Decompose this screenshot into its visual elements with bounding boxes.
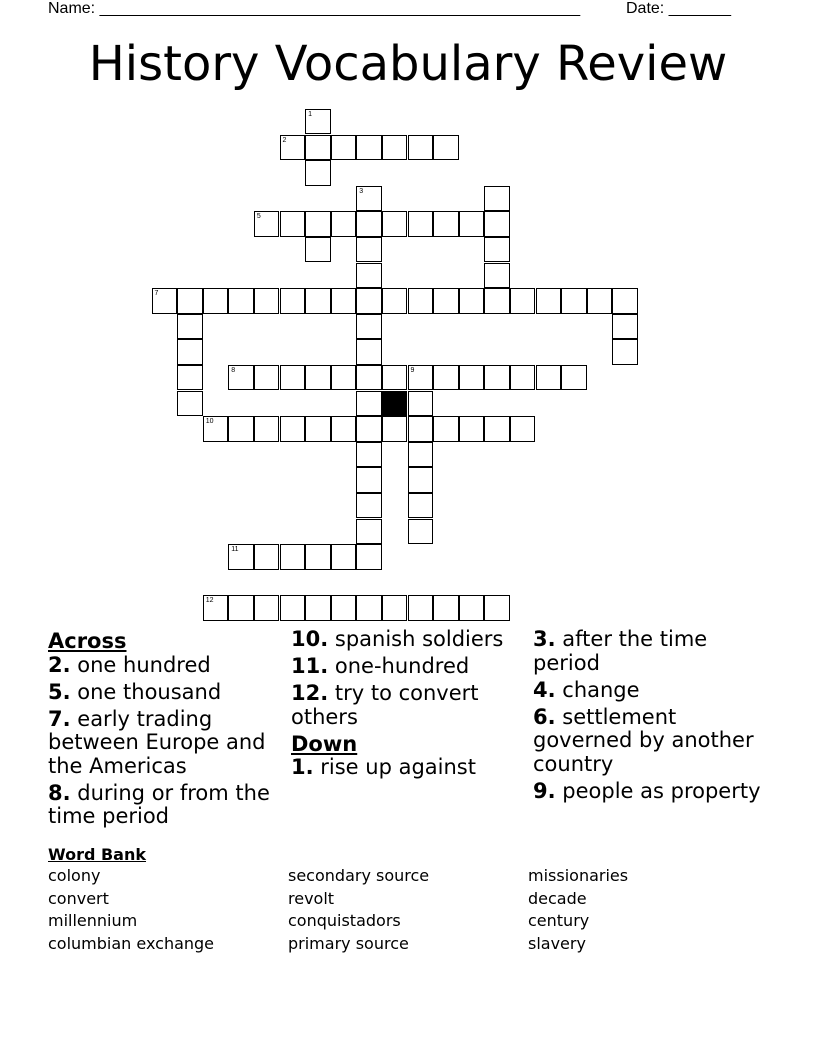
crossword-cell[interactable]: [408, 493, 434, 519]
crossword-cell[interactable]: [356, 391, 382, 417]
crossword-cell[interactable]: [305, 416, 331, 442]
clue-number: 6.: [533, 704, 556, 729]
crossword-cell[interactable]: [433, 365, 459, 391]
word-bank-item: secondary source: [288, 866, 430, 885]
crossword-cell[interactable]: [459, 211, 485, 237]
crossword-cell[interactable]: [408, 211, 434, 237]
crossword-cell[interactable]: [254, 365, 280, 391]
clue-number: 9.: [533, 778, 556, 803]
page-title: History Vocabulary Review: [88, 36, 728, 92]
crossword-cell[interactable]: [254, 595, 280, 621]
clue-text: one thousand: [70, 679, 222, 704]
crossword-cell[interactable]: [433, 416, 459, 442]
crossword-cell[interactable]: [331, 211, 357, 237]
across-clue: [48, 782, 274, 829]
crossword-cell[interactable]: [612, 339, 638, 365]
down-clue: [533, 628, 769, 675]
blocked-cell: [382, 391, 408, 417]
crossword-cell[interactable]: [305, 237, 331, 263]
cell-number: 1: [308, 110, 312, 118]
crossword-cell[interactable]: [254, 288, 280, 314]
crossword-cell[interactable]: [356, 519, 382, 545]
crossword-cell[interactable]: [356, 442, 382, 468]
name-field[interactable]: Name: ______________________________________________________: [48, 0, 581, 17]
crossword-cell[interactable]: [331, 288, 357, 314]
cell-number: 8: [231, 366, 236, 374]
clue-number: 5.: [48, 679, 71, 704]
cell-number: 11: [231, 546, 239, 554]
crossword-cell[interactable]: [356, 314, 382, 340]
cell-number: 2: [282, 136, 287, 144]
crossword-cell[interactable]: [305, 365, 331, 391]
clue-text: people as property: [555, 778, 761, 803]
word-bank-item: primary source: [288, 933, 409, 953]
crossword-cell[interactable]: [484, 237, 510, 263]
word-bank-item: decade: [528, 888, 587, 908]
crossword-cell[interactable]: [484, 288, 510, 314]
crossword-cell[interactable]: [510, 365, 536, 391]
clue-text: change: [555, 677, 640, 702]
word-bank-item: columbian exchange: [48, 933, 215, 953]
clue-number: 7.: [48, 706, 71, 731]
crossword-cell[interactable]: [408, 442, 434, 468]
crossword-cell[interactable]: [356, 365, 382, 391]
word-bank-item: millennium: [48, 911, 138, 930]
crossword-cell[interactable]: [382, 211, 408, 237]
crossword-cell[interactable]: [433, 211, 459, 237]
crossword-cell[interactable]: [356, 339, 382, 365]
crossword-cell[interactable]: [254, 211, 280, 237]
crossword-cell[interactable]: [331, 416, 357, 442]
crossword-cell[interactable]: [408, 467, 434, 493]
cell-number: 10: [205, 418, 214, 426]
crossword-cell[interactable]: [459, 365, 485, 391]
crossword-cell[interactable]: [356, 186, 382, 212]
crossword-cell[interactable]: [484, 595, 510, 621]
crossword-cell[interactable]: [356, 288, 382, 314]
date-field[interactable]: Date: _______: [626, 0, 731, 17]
crossword-cell[interactable]: [408, 288, 434, 314]
crossword-cell[interactable]: [305, 135, 331, 161]
crossword-cell[interactable]: [356, 416, 382, 442]
crossword-cell[interactable]: [408, 365, 434, 391]
cell-number: 3: [359, 187, 364, 195]
cell-number: 5: [256, 213, 261, 221]
crossword-cell[interactable]: [280, 416, 306, 442]
down-heading: Down: [291, 731, 358, 756]
across-heading: Across: [48, 629, 127, 653]
crossword-cell[interactable]: [331, 544, 357, 570]
crossword-cell[interactable]: [203, 288, 229, 314]
crossword-cell[interactable]: [356, 263, 382, 289]
word-bank-title: Word Bank: [48, 845, 147, 864]
crossword-cell[interactable]: [408, 595, 434, 621]
crossword-cell[interactable]: [356, 211, 382, 237]
crossword-cell[interactable]: [203, 595, 229, 621]
crossword-cell[interactable]: [382, 416, 408, 442]
crossword-cell[interactable]: [305, 288, 331, 314]
crossword-cell[interactable]: [280, 211, 306, 237]
crossword-cell[interactable]: [408, 416, 434, 442]
crossword-cell[interactable]: [484, 186, 510, 212]
crossword-cell[interactable]: [408, 391, 434, 417]
crossword-cell[interactable]: [228, 595, 254, 621]
crossword-cell[interactable]: [459, 288, 485, 314]
crossword-cell[interactable]: [331, 135, 357, 161]
across-clue: [291, 682, 517, 729]
word-bank-item: conquistadors: [288, 911, 401, 930]
clue-number: 4.: [533, 677, 556, 702]
word-bank-item: convert: [48, 888, 109, 908]
word-bank-item: colony: [48, 866, 101, 885]
crossword-cell[interactable]: [177, 314, 203, 340]
clue-number: 10.: [291, 627, 329, 651]
crossword-cell[interactable]: [280, 365, 306, 391]
crossword-cell[interactable]: [408, 519, 434, 545]
crossword-cell[interactable]: [510, 416, 536, 442]
word-bank-item: century: [528, 911, 590, 930]
crossword-cell[interactable]: [228, 288, 254, 314]
down-clue: [533, 706, 769, 777]
crossword-cell[interactable]: [561, 365, 587, 391]
crossword-cell[interactable]: [536, 365, 562, 391]
crossword-cell[interactable]: [280, 288, 306, 314]
crossword-cell[interactable]: [228, 365, 254, 391]
crossword-cell[interactable]: [177, 339, 203, 365]
crossword-cell[interactable]: [356, 544, 382, 570]
crossword-cell[interactable]: [382, 288, 408, 314]
crossword-cell[interactable]: [484, 263, 510, 289]
crossword-cell[interactable]: [305, 160, 331, 186]
across-clue: [291, 628, 517, 652]
word-bank-item: missionaries: [528, 866, 629, 885]
crossword-cell[interactable]: [382, 365, 408, 391]
crossword-cell[interactable]: [484, 211, 510, 237]
crossword-cell[interactable]: [356, 237, 382, 263]
crossword-cell[interactable]: [305, 544, 331, 570]
clue-text: after the time period: [533, 627, 708, 675]
word-bank-item: slavery: [528, 933, 586, 953]
crossword-cell[interactable]: [331, 365, 357, 391]
clue-number: 3.: [533, 627, 556, 651]
crossword-cell[interactable]: [356, 493, 382, 519]
crossword-cell[interactable]: [356, 595, 382, 621]
crossword-cell[interactable]: [536, 288, 562, 314]
clue-number: 1.: [291, 755, 314, 779]
crossword-cell[interactable]: [433, 288, 459, 314]
crossword-cell[interactable]: [254, 416, 280, 442]
cell-number: 12: [205, 597, 214, 605]
cell-number: 9: [410, 366, 415, 374]
crossword-cell[interactable]: [587, 288, 613, 314]
crossword-cell[interactable]: [305, 109, 331, 135]
across-clue: [48, 654, 274, 678]
clue-text: rise up against: [313, 755, 476, 779]
cell-number: 7: [154, 290, 159, 298]
across-clue: [48, 681, 274, 705]
crossword-cell[interactable]: [433, 135, 459, 161]
crossword-cell[interactable]: [177, 288, 203, 314]
down-clue: [533, 679, 769, 703]
crossword-cell[interactable]: [510, 288, 536, 314]
clue-number: 8.: [48, 780, 71, 805]
clue-number: 11.: [291, 654, 329, 678]
crossword-cell[interactable]: [305, 211, 331, 237]
clues-column-1: [48, 628, 274, 832]
clue-text: one-hundred: [328, 654, 470, 678]
crossword-cell[interactable]: [331, 595, 357, 621]
across-clue: [48, 708, 274, 779]
crossword-cell[interactable]: [433, 595, 459, 621]
crossword-cell[interactable]: [356, 467, 382, 493]
crossword-cell[interactable]: [459, 595, 485, 621]
crossword-cell[interactable]: [484, 365, 510, 391]
crossword-cell[interactable]: [612, 314, 638, 340]
clue-text: one hundred: [70, 652, 211, 677]
crossword-cell[interactable]: [408, 135, 434, 161]
clue-text: try to convert others: [291, 681, 479, 729]
crossword-cell[interactable]: [280, 595, 306, 621]
word-bank: [48, 845, 768, 953]
crossword-cell[interactable]: [228, 544, 254, 570]
crossword-cell[interactable]: [280, 135, 306, 161]
crossword-cell[interactable]: [203, 416, 229, 442]
crossword-cell[interactable]: [382, 135, 408, 161]
crossword-cell[interactable]: [254, 544, 280, 570]
crossword-cell[interactable]: [561, 288, 587, 314]
crossword-cell[interactable]: [356, 135, 382, 161]
crossword-cell[interactable]: [280, 544, 306, 570]
clue-text: spanish soldiers: [328, 627, 504, 651]
crossword-cell[interactable]: [484, 416, 510, 442]
across-clue: [291, 655, 517, 679]
clue-number: 2.: [48, 652, 71, 677]
clues-column-3: [533, 628, 769, 807]
down-clue: [533, 780, 769, 804]
crossword-cell[interactable]: [305, 595, 331, 621]
clue-text: settlement governed by another country: [533, 704, 754, 776]
down-clue: [291, 756, 517, 780]
crossword-cell[interactable]: [152, 288, 178, 314]
crossword-cell[interactable]: [382, 595, 408, 621]
crossword-cell[interactable]: [612, 288, 638, 314]
clue-text: during or from the time period: [48, 780, 270, 828]
crossword-cell[interactable]: [177, 391, 203, 417]
clue-number: 12.: [291, 681, 329, 705]
crossword-cell[interactable]: [459, 416, 485, 442]
word-bank-item: revolt: [288, 888, 335, 908]
clues-column-2: [291, 628, 517, 783]
crossword-cell[interactable]: [177, 365, 203, 391]
crossword-cell[interactable]: [228, 416, 254, 442]
clue-text: early trading between Europe and the Americas: [48, 706, 266, 778]
